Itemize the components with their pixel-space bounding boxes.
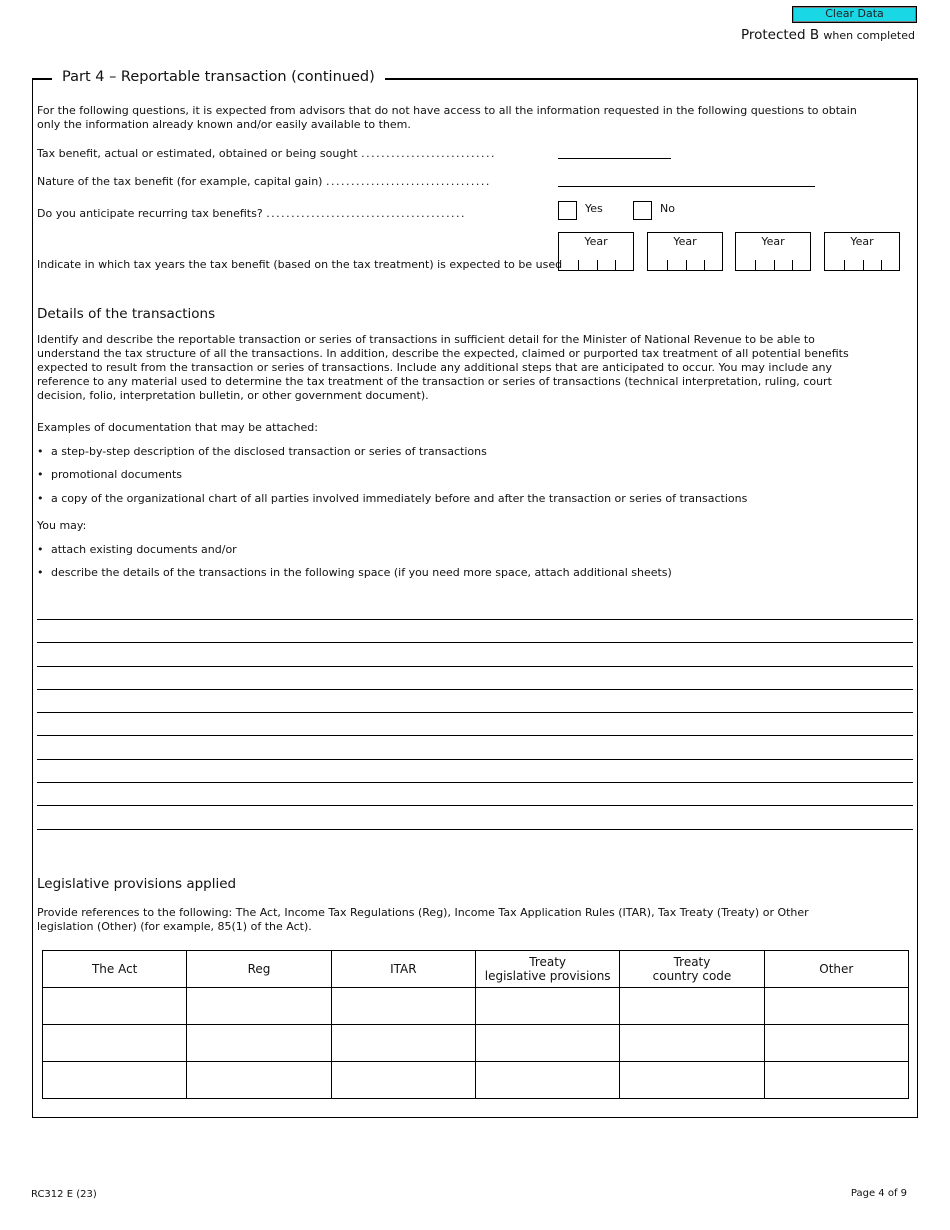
year-box-3[interactable] bbox=[735, 232, 811, 271]
part-title-wrap bbox=[52, 66, 385, 88]
no-label: No bbox=[660, 202, 675, 215]
nature-input[interactable] bbox=[558, 186, 815, 187]
legislative-heading: Legislative provisions applied bbox=[37, 876, 237, 892]
table-cell-input[interactable] bbox=[620, 1062, 764, 1099]
examples-label: Examples of documentation that may be attached: bbox=[37, 421, 318, 434]
table-cell-input[interactable] bbox=[187, 1062, 331, 1099]
table-cell-input[interactable] bbox=[475, 988, 619, 1025]
yes-label: Yes bbox=[585, 202, 603, 215]
example-bullet-3: • a copy of the organizational chart of all parties involved immediately before and after the transaction or series of transactions bbox=[37, 492, 747, 505]
details-write-line[interactable] bbox=[37, 689, 913, 690]
col-other: Other bbox=[764, 951, 908, 988]
table-cell-input[interactable] bbox=[475, 1062, 619, 1099]
details-write-line[interactable] bbox=[37, 712, 913, 713]
tax-benefit-label bbox=[37, 147, 496, 160]
table-cell-input[interactable] bbox=[187, 1025, 331, 1062]
leader-dots: ........................................ bbox=[266, 207, 467, 220]
protected-b-label bbox=[741, 27, 915, 43]
provisions-header-row bbox=[43, 951, 909, 988]
details-write-line[interactable] bbox=[37, 829, 913, 830]
protected-suffix: when completed bbox=[823, 29, 915, 42]
table-cell-input[interactable] bbox=[43, 988, 187, 1025]
table-cell-input[interactable] bbox=[331, 1062, 475, 1099]
year-box-2[interactable] bbox=[647, 232, 723, 271]
you-may-bullet-2: • describe the details of the transactions in the following space (if you need more space, attach additional sheets) bbox=[37, 566, 672, 579]
recurring-no-checkbox[interactable] bbox=[633, 201, 652, 220]
table-cell-input[interactable] bbox=[764, 1062, 908, 1099]
form-code: RC312 E (23) bbox=[31, 1189, 97, 1200]
col-the-act: The Act bbox=[43, 951, 187, 988]
year-label: Year bbox=[761, 235, 785, 248]
details-paragraph: Identify and describe the reportable transaction or series of transactions in sufficient detail for the Minister of National Revenue to be able to understand the tax structure of all the transactions. In addition, describe the expected, claimed or purported tax treatment of all potential benefits expected to result from the transaction or series of transactions. Include any additional steps that are anticipated to occur. You may include any reference to any material used to determine the tax treatment of the transaction or series of transactions (technical interpretation, ruling, court decision, folio, interpretation bulletin, or other government document). bbox=[37, 333, 849, 402]
table-cell-input[interactable] bbox=[331, 988, 475, 1025]
recurring-text: Do you anticipate recurring tax benefits? bbox=[37, 207, 263, 220]
details-heading: Details of the transactions bbox=[37, 306, 216, 322]
you-may-bullet-1: • attach existing documents and/or bbox=[37, 543, 237, 556]
recurring-label bbox=[37, 207, 466, 220]
tax-benefit-text: Tax benefit, actual or estimated, obtained or being sought bbox=[37, 147, 358, 160]
col-treaty-country: Treaty country code bbox=[620, 951, 764, 988]
table-row bbox=[43, 988, 909, 1025]
you-may-label: You may: bbox=[37, 519, 87, 532]
details-write-line[interactable] bbox=[37, 666, 913, 667]
table-cell-input[interactable] bbox=[43, 1025, 187, 1062]
table-cell-input[interactable] bbox=[187, 988, 331, 1025]
col-treaty-provisions: Treaty legislative provisions bbox=[475, 951, 619, 988]
nature-text: Nature of the tax benefit (for example, capital gain) bbox=[37, 175, 323, 188]
nature-label bbox=[37, 175, 491, 188]
year-label: Year bbox=[673, 235, 697, 248]
year-label: Year bbox=[850, 235, 874, 248]
details-write-line[interactable] bbox=[37, 735, 913, 736]
table-cell-input[interactable] bbox=[331, 1025, 475, 1062]
details-write-line[interactable] bbox=[37, 642, 913, 643]
table-row bbox=[43, 1025, 909, 1062]
year-label: Year bbox=[584, 235, 608, 248]
leader-dots: ................................. bbox=[325, 175, 491, 188]
table-cell-input[interactable] bbox=[43, 1062, 187, 1099]
recurring-yes-checkbox[interactable] bbox=[558, 201, 577, 220]
clear-data-button[interactable]: Clear Data bbox=[792, 6, 917, 23]
page-number: Page 4 of 9 bbox=[850, 1188, 907, 1199]
year-box-1[interactable] bbox=[558, 232, 634, 271]
year-box-4[interactable] bbox=[824, 232, 900, 271]
table-cell-input[interactable] bbox=[620, 1025, 764, 1062]
details-write-line[interactable] bbox=[37, 782, 913, 783]
table-cell-input[interactable] bbox=[620, 988, 764, 1025]
col-itar: ITAR bbox=[331, 951, 475, 988]
details-write-line[interactable] bbox=[37, 619, 913, 620]
leader-dots: ........................... bbox=[361, 147, 497, 160]
provisions-table bbox=[42, 950, 909, 1099]
table-cell-input[interactable] bbox=[475, 1025, 619, 1062]
tax-benefit-input[interactable] bbox=[558, 158, 671, 159]
years-label: Indicate in which tax years the tax benefit (based on the tax treatment) is expected to be used bbox=[37, 258, 563, 271]
protected-text: Protected B bbox=[740, 27, 820, 43]
example-bullet-1: • a step-by-step description of the disclosed transaction or series of transactions bbox=[37, 445, 487, 458]
intro-paragraph: For the following questions, it is expected from advisors that do not have access to all the information requested in the following questions to obtain only the information already known and/or easily available to them. bbox=[37, 104, 857, 131]
table-cell-input[interactable] bbox=[764, 1025, 908, 1062]
part-title: Part 4 – Reportable transaction (continued) bbox=[62, 69, 375, 85]
col-reg: Reg bbox=[187, 951, 331, 988]
details-write-line[interactable] bbox=[37, 805, 913, 806]
details-write-line[interactable] bbox=[37, 759, 913, 760]
example-bullet-2: • promotional documents bbox=[37, 468, 182, 481]
table-cell-input[interactable] bbox=[764, 988, 908, 1025]
legislative-paragraph: Provide references to the following: The Act, Income Tax Regulations (Reg), Income Tax Application Rules (ITAR), Tax Treaty (Treaty) or Other legislation (Other) (for example, 85(1) of the Act). bbox=[37, 906, 809, 933]
table-row bbox=[43, 1062, 909, 1099]
